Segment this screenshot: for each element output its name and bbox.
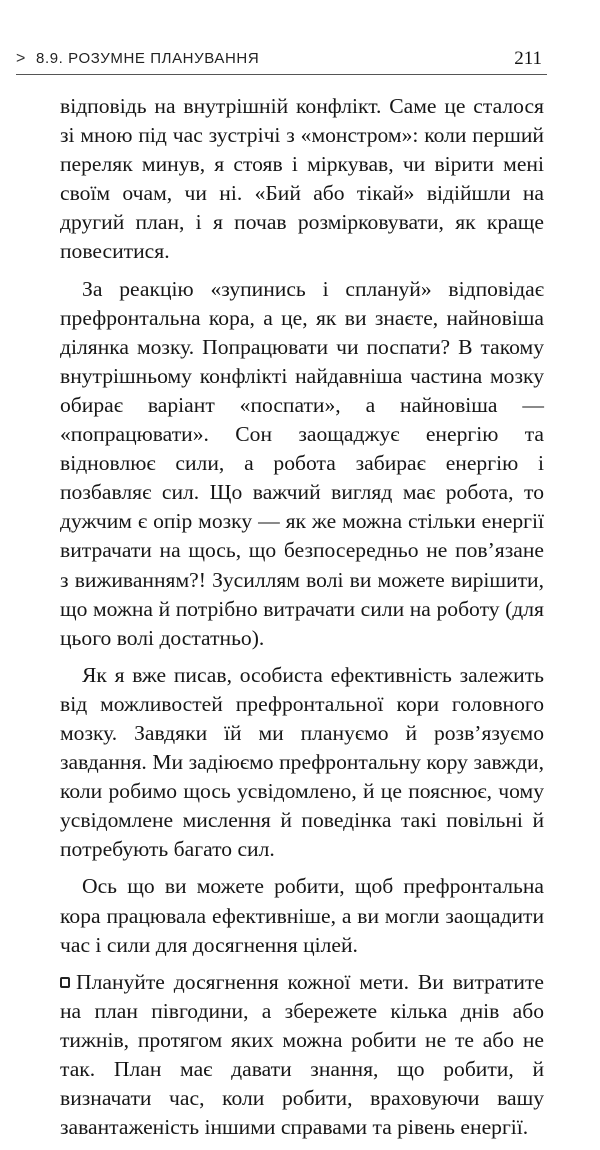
paragraph: Як я вже писав, особиста ефективність залежить від можливостей префронтальної кори головного мозку. Завдяки їй ми плануємо й розв’язуємо завдання. Ми задіюємо префронтальну кору завжди, коли робимо щось усвідомлено, й це пояснює, чому усвідомлене мислення й поведінка такі повільні й потребують багато сил. (60, 662, 544, 862)
checkbox-icon (60, 977, 70, 988)
list-item (60, 968, 544, 1143)
page-number: 211 (514, 48, 542, 69)
paragraph: За реакцію «зупинись і сплануй» відповідає префронтальна кора, а це, як ви знаєте, найновіша ділянка мозку. Попрацювати чи поспати? В такому внутрішньому конфлікті найдавніша частина мозку обирає варіант «поспати», а найновіша — «попрацювати». Сон заощаджує енергію та відновлює сили, а робота забирає енергію і позбавляє сил. Що важчий вигляд має робота, то дужчим є опір мозку — як же можна стільки енергії витрачати на щось, що безпосередньо не пов’язане з виживанням?! Зусиллям волі ви можете вирішити, що можна й потрібно витрачати сили на роботу (для цього волі достатньо). (60, 276, 544, 650)
header-divider (16, 74, 547, 75)
paragraph: Ось що ви можете робити, щоб префронтальна кора працювала ефективніше, а ви могли заощадити час і сили для досягнення цілей. (60, 874, 544, 957)
list-item-text: Плануйте досягнення кожної мети. Ви витратите на план півгодини, а збережете кілька днів або тижнів, протягом яких можна робити не те або не так. План має давати знання, що робити, й визначати час, коли робити, враховуючи вашу завантаженість іншими справами та рівень енергії. (60, 969, 544, 1140)
header-marker: > (16, 50, 26, 67)
page-body (60, 92, 544, 1150)
section-title: 8.9. РОЗУМНЕ ПЛАНУВАННЯ (36, 50, 260, 67)
paragraph: відповідь на внутрішній конфлікт. Саме це сталося зі мною під час зустрічі з «монстром»: коли перший переляк минув, я стояв і міркував, чи вірити мені своїм очам, чи ні. «Бий або тікай» відійшли на другий план, і я почав розмірковувати, як краще повеситися. (60, 94, 544, 264)
